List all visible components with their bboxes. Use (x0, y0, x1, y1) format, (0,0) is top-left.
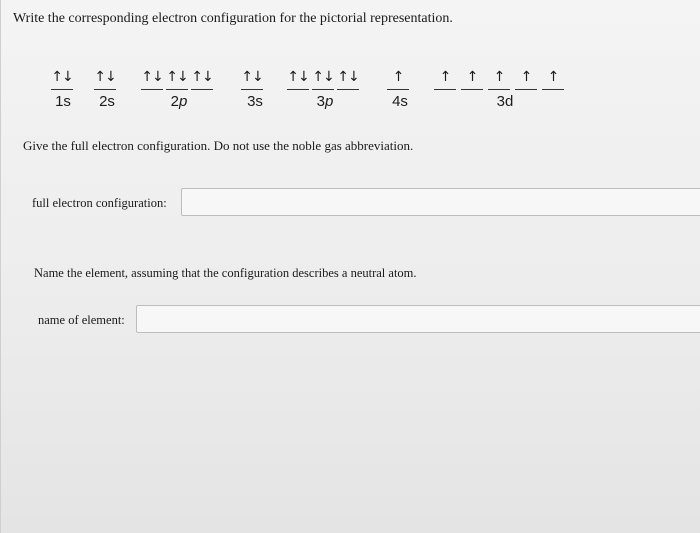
question-text: Write the corresponding electron configuration for the pictorial representation. (13, 11, 453, 26)
orbital-box: ↑↓ (51, 67, 73, 90)
orbital-box: ↑↓ (166, 67, 188, 90)
orbital-box: ↑ (488, 67, 510, 90)
instruction-text: Give the full electron configuration. Do not use the noble gas abbreviation. (23, 138, 414, 153)
orbital-label: 2s (99, 93, 115, 110)
orbital-box: ↑ (515, 67, 537, 90)
orbital-box: ↑ (434, 67, 456, 90)
orbital-box: ↑↓ (337, 67, 359, 90)
orbital-box: ↑ (542, 67, 564, 90)
orbital-label: 3s (247, 93, 263, 110)
orbital-label: 1s (55, 93, 71, 110)
orbital-box: ↑↓ (287, 67, 309, 90)
orbital-label: 3d (496, 93, 514, 110)
orbital-label: 3p (316, 93, 334, 110)
config-label: full electron configuration: (32, 196, 167, 210)
orbital-box: ↑ (387, 67, 409, 90)
orbital-label: 4s (392, 93, 408, 110)
config-input[interactable] (181, 188, 700, 216)
orbital-box: ↑ (461, 67, 483, 90)
orbital-box: ↑↓ (312, 67, 334, 90)
element-instruction-text: Name the element, assuming that the configuration describes a neutral atom. (34, 266, 417, 280)
element-label: name of element: (38, 313, 125, 327)
orbital-box: ↑↓ (94, 67, 116, 90)
orbital-label: 2p (170, 93, 188, 110)
orbital-box: ↑↓ (191, 67, 213, 90)
orbital-box: ↑↓ (141, 67, 163, 90)
element-input[interactable] (136, 305, 700, 333)
orbital-box: ↑↓ (241, 67, 263, 90)
